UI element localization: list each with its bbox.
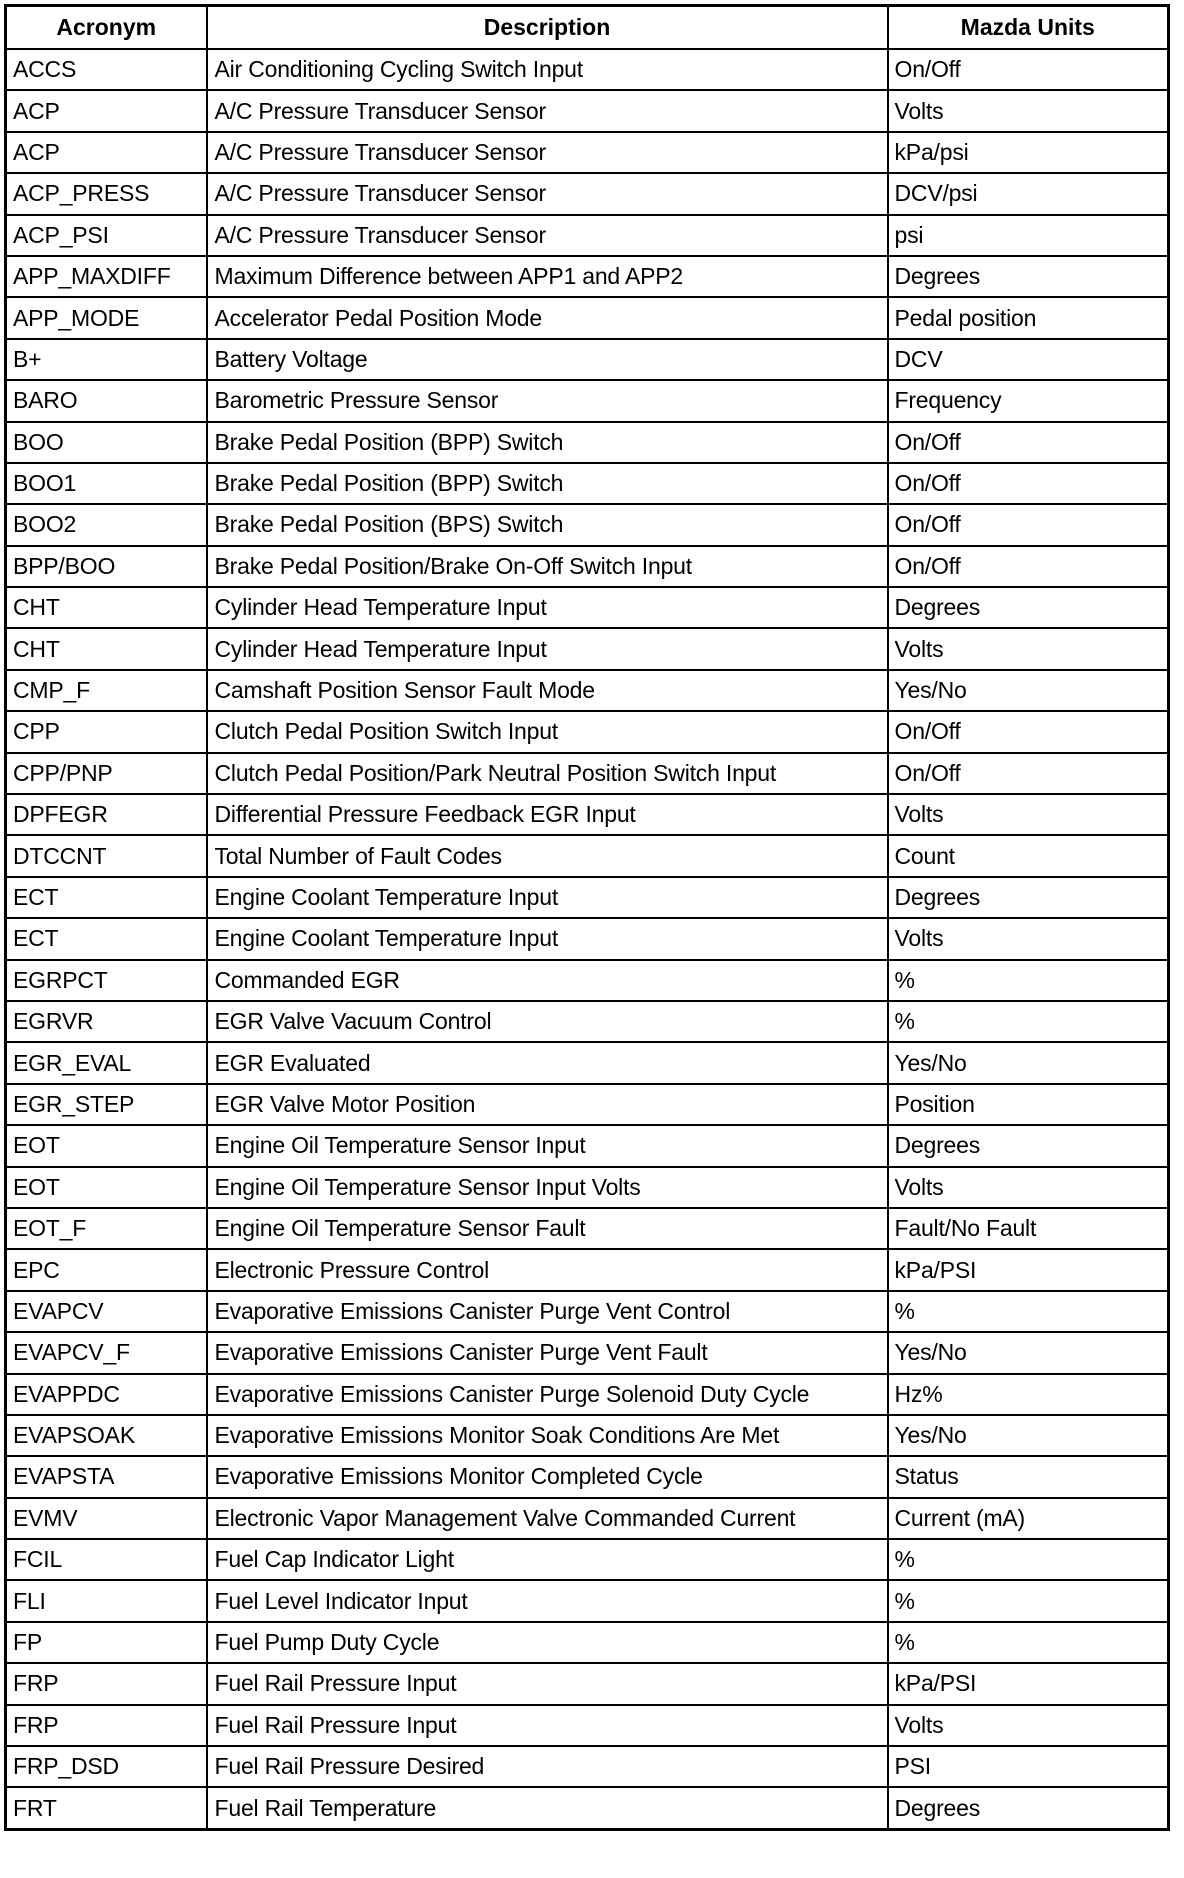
units-cell: Hz%	[888, 1374, 1169, 1415]
description-cell: Fuel Cap Indicator Light	[207, 1539, 888, 1580]
units-cell: Degrees	[888, 256, 1169, 297]
acronym-cell: ACP_PSI	[6, 215, 207, 256]
table-row	[6, 1291, 1169, 1332]
description-cell: Cylinder Head Temperature Input	[207, 628, 888, 669]
description-cell: EGR Valve Motor Position	[207, 1084, 888, 1125]
acronym-cell: EVMV	[6, 1498, 207, 1539]
description-cell: Accelerator Pedal Position Mode	[207, 297, 888, 338]
acronym-cell: CMP_F	[6, 670, 207, 711]
acronym-cell: ECT	[6, 918, 207, 959]
table-row	[6, 339, 1169, 380]
units-cell: On/Off	[888, 753, 1169, 794]
units-cell: %	[888, 1001, 1169, 1042]
units-cell: %	[888, 1622, 1169, 1663]
description-cell: Brake Pedal Position/Brake On-Off Switch Input	[207, 546, 888, 587]
units-cell: kPa/PSI	[888, 1663, 1169, 1704]
units-cell: %	[888, 960, 1169, 1001]
table-row	[6, 1208, 1169, 1249]
acronym-cell: ECT	[6, 877, 207, 918]
units-cell: Pedal position	[888, 297, 1169, 338]
description-cell: Fuel Rail Temperature	[207, 1787, 888, 1829]
description-cell: Brake Pedal Position (BPP) Switch	[207, 463, 888, 504]
description-cell: EGR Valve Vacuum Control	[207, 1001, 888, 1042]
table-row	[6, 1042, 1169, 1083]
units-cell: Volts	[888, 628, 1169, 669]
description-cell: Barometric Pressure Sensor	[207, 380, 888, 421]
units-cell: DCV/psi	[888, 173, 1169, 214]
description-cell: A/C Pressure Transducer Sensor	[207, 173, 888, 214]
table-row	[6, 1622, 1169, 1663]
acronym-cell: FRP	[6, 1663, 207, 1704]
description-cell: Air Conditioning Cycling Switch Input	[207, 49, 888, 90]
description-cell: Total Number of Fault Codes	[207, 835, 888, 876]
table-row	[6, 1001, 1169, 1042]
acronym-cell: EOT	[6, 1167, 207, 1208]
units-cell: psi	[888, 215, 1169, 256]
acronym-cell: BOO	[6, 422, 207, 463]
units-cell: kPa/PSI	[888, 1249, 1169, 1290]
table-row	[6, 1125, 1169, 1166]
units-cell: Degrees	[888, 877, 1169, 918]
header-acronym: Acronym	[6, 6, 207, 50]
description-cell: Camshaft Position Sensor Fault Mode	[207, 670, 888, 711]
header-mazda-units: Mazda Units	[888, 6, 1169, 50]
units-cell: Degrees	[888, 587, 1169, 628]
acronym-cell: ACP	[6, 132, 207, 173]
acronym-cell: ACCS	[6, 49, 207, 90]
table-row	[6, 1374, 1169, 1415]
units-cell: Yes/No	[888, 1042, 1169, 1083]
acronym-table	[4, 4, 1170, 1831]
acronym-cell: EVAPCV	[6, 1291, 207, 1332]
acronym-cell: DPFEGR	[6, 794, 207, 835]
units-cell: On/Off	[888, 463, 1169, 504]
table-row	[6, 297, 1169, 338]
acronym-cell: FCIL	[6, 1539, 207, 1580]
table-row	[6, 1498, 1169, 1539]
table-header-row	[6, 6, 1169, 50]
table-row	[6, 1332, 1169, 1373]
units-cell: Frequency	[888, 380, 1169, 421]
table-row	[6, 132, 1169, 173]
units-cell: Degrees	[888, 1787, 1169, 1829]
table-row	[6, 1705, 1169, 1746]
description-cell: Evaporative Emissions Canister Purge Solenoid Duty Cycle	[207, 1374, 888, 1415]
acronym-cell: EVAPPDC	[6, 1374, 207, 1415]
table-row	[6, 1167, 1169, 1208]
description-cell: Fuel Rail Pressure Input	[207, 1705, 888, 1746]
acronym-cell: ACP	[6, 90, 207, 131]
acronym-cell: EVAPCV_F	[6, 1332, 207, 1373]
units-cell: %	[888, 1539, 1169, 1580]
table-body	[6, 49, 1169, 1829]
units-cell: Volts	[888, 918, 1169, 959]
table-row	[6, 587, 1169, 628]
description-cell: Evaporative Emissions Monitor Completed Cycle	[207, 1456, 888, 1497]
acronym-cell: FRT	[6, 1787, 207, 1829]
table-row	[6, 628, 1169, 669]
acronym-cell: FRP	[6, 1705, 207, 1746]
acronym-cell: FRP_DSD	[6, 1746, 207, 1787]
acronym-cell: EOT	[6, 1125, 207, 1166]
table-row	[6, 380, 1169, 421]
table-row	[6, 1456, 1169, 1497]
acronym-cell: EOT_F	[6, 1208, 207, 1249]
table-row	[6, 90, 1169, 131]
units-cell: %	[888, 1580, 1169, 1621]
acronym-cell: APP_MODE	[6, 297, 207, 338]
units-cell: PSI	[888, 1746, 1169, 1787]
table-row	[6, 794, 1169, 835]
description-cell: Cylinder Head Temperature Input	[207, 587, 888, 628]
units-cell: Status	[888, 1456, 1169, 1497]
units-cell: Count	[888, 835, 1169, 876]
units-cell: On/Off	[888, 49, 1169, 90]
table-row	[6, 1787, 1169, 1829]
description-cell: Clutch Pedal Position Switch Input	[207, 711, 888, 752]
acronym-cell: EGRPCT	[6, 960, 207, 1001]
units-cell: Volts	[888, 794, 1169, 835]
description-cell: Evaporative Emissions Canister Purge Vent Control	[207, 1291, 888, 1332]
units-cell: DCV	[888, 339, 1169, 380]
acronym-cell: EGR_STEP	[6, 1084, 207, 1125]
acronym-cell: CHT	[6, 587, 207, 628]
table-row	[6, 753, 1169, 794]
units-cell: Position	[888, 1084, 1169, 1125]
acronym-cell: EPC	[6, 1249, 207, 1290]
table-row	[6, 463, 1169, 504]
acronym-cell: FLI	[6, 1580, 207, 1621]
units-cell: Yes/No	[888, 670, 1169, 711]
table-row	[6, 49, 1169, 90]
table-row	[6, 1746, 1169, 1787]
table-row	[6, 670, 1169, 711]
units-cell: Volts	[888, 1167, 1169, 1208]
description-cell: Engine Coolant Temperature Input	[207, 918, 888, 959]
acronym-cell: APP_MAXDIFF	[6, 256, 207, 297]
description-cell: A/C Pressure Transducer Sensor	[207, 132, 888, 173]
table-row	[6, 1580, 1169, 1621]
acronym-cell: EGRVR	[6, 1001, 207, 1042]
table-row	[6, 504, 1169, 545]
description-cell: Evaporative Emissions Monitor Soak Conditions Are Met	[207, 1415, 888, 1456]
acronym-cell: CPP/PNP	[6, 753, 207, 794]
acronym-cell: FP	[6, 1622, 207, 1663]
description-cell: Fuel Pump Duty Cycle	[207, 1622, 888, 1663]
units-cell: Yes/No	[888, 1415, 1169, 1456]
acronym-cell: CHT	[6, 628, 207, 669]
description-cell: Fuel Rail Pressure Desired	[207, 1746, 888, 1787]
units-cell: Yes/No	[888, 1332, 1169, 1373]
description-cell: A/C Pressure Transducer Sensor	[207, 90, 888, 131]
acronym-cell: BOO2	[6, 504, 207, 545]
table-row	[6, 422, 1169, 463]
table-row	[6, 1415, 1169, 1456]
header-description: Description	[207, 6, 888, 50]
acronym-cell: BARO	[6, 380, 207, 421]
description-cell: Engine Coolant Temperature Input	[207, 877, 888, 918]
description-cell: Engine Oil Temperature Sensor Input Volts	[207, 1167, 888, 1208]
description-cell: Engine Oil Temperature Sensor Input	[207, 1125, 888, 1166]
description-cell: Clutch Pedal Position/Park Neutral Position Switch Input	[207, 753, 888, 794]
table-row	[6, 960, 1169, 1001]
acronym-cell: CPP	[6, 711, 207, 752]
table-row	[6, 1663, 1169, 1704]
acronym-cell: DTCCNT	[6, 835, 207, 876]
acronym-cell: BOO1	[6, 463, 207, 504]
description-cell: Battery Voltage	[207, 339, 888, 380]
table-row	[6, 918, 1169, 959]
table-row	[6, 256, 1169, 297]
acronym-cell: BPP/BOO	[6, 546, 207, 587]
acronym-reference-sheet	[4, 4, 1167, 1831]
description-cell: A/C Pressure Transducer Sensor	[207, 215, 888, 256]
description-cell: Maximum Difference between APP1 and APP2	[207, 256, 888, 297]
description-cell: Brake Pedal Position (BPP) Switch	[207, 422, 888, 463]
table-row	[6, 1084, 1169, 1125]
description-cell: Electronic Pressure Control	[207, 1249, 888, 1290]
table-row	[6, 215, 1169, 256]
table-row	[6, 1539, 1169, 1580]
table-row	[6, 877, 1169, 918]
description-cell: Commanded EGR	[207, 960, 888, 1001]
acronym-cell: EVAPSOAK	[6, 1415, 207, 1456]
acronym-cell: ACP_PRESS	[6, 173, 207, 214]
units-cell: Volts	[888, 1705, 1169, 1746]
acronym-cell: EVAPSTA	[6, 1456, 207, 1497]
description-cell: Evaporative Emissions Canister Purge Vent Fault	[207, 1332, 888, 1373]
units-cell: Current (mA)	[888, 1498, 1169, 1539]
description-cell: Fuel Level Indicator Input	[207, 1580, 888, 1621]
table-row	[6, 1249, 1169, 1290]
units-cell: On/Off	[888, 422, 1169, 463]
description-cell: Fuel Rail Pressure Input	[207, 1663, 888, 1704]
units-cell: %	[888, 1291, 1169, 1332]
table-row	[6, 835, 1169, 876]
table-row	[6, 711, 1169, 752]
description-cell: Electronic Vapor Management Valve Commanded Current	[207, 1498, 888, 1539]
acronym-cell: EGR_EVAL	[6, 1042, 207, 1083]
table-row	[6, 546, 1169, 587]
description-cell: Differential Pressure Feedback EGR Input	[207, 794, 888, 835]
description-cell: EGR Evaluated	[207, 1042, 888, 1083]
units-cell: Fault/No Fault	[888, 1208, 1169, 1249]
table-row	[6, 173, 1169, 214]
description-cell: Brake Pedal Position (BPS) Switch	[207, 504, 888, 545]
description-cell: Engine Oil Temperature Sensor Fault	[207, 1208, 888, 1249]
units-cell: On/Off	[888, 711, 1169, 752]
units-cell: Degrees	[888, 1125, 1169, 1166]
units-cell: On/Off	[888, 504, 1169, 545]
units-cell: Volts	[888, 90, 1169, 131]
acronym-cell: B+	[6, 339, 207, 380]
units-cell: kPa/psi	[888, 132, 1169, 173]
units-cell: On/Off	[888, 546, 1169, 587]
